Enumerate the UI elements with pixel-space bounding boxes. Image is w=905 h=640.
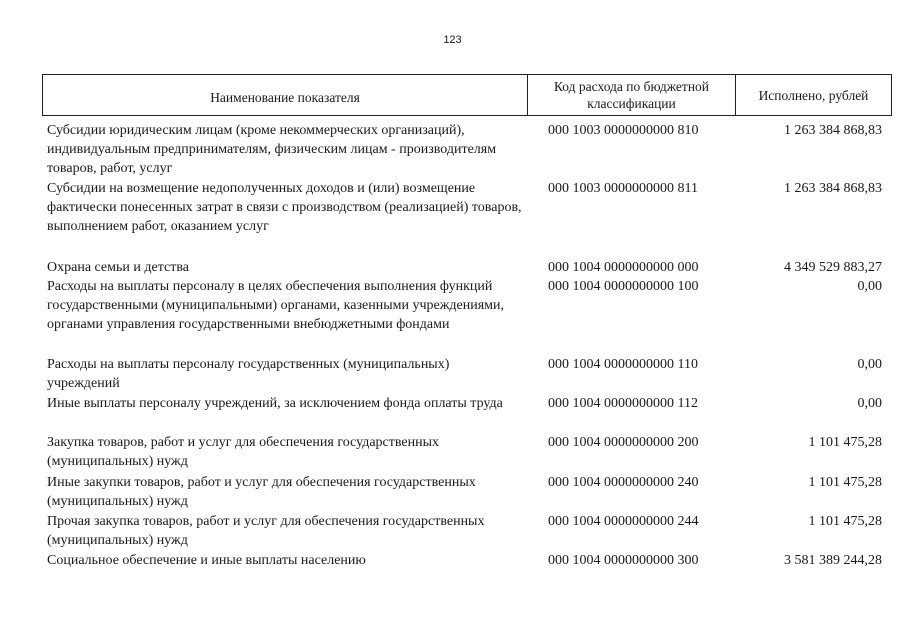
row-name: Расходы на выплаты персоналу в целях обеспечения выполнения функций государственными (муниципальными) органами, казенными учреждениями, органами управления государственными внебюджетными фондами <box>47 279 504 332</box>
row-code: 000 1003 0000000000 811 <box>548 181 698 196</box>
row-amount: 0,00 <box>857 279 882 294</box>
row-amount: 0,00 <box>857 357 882 372</box>
row-name: Социальное обеспечение и иные выплаты населению <box>47 553 366 568</box>
row-name: Прочая закупка товаров, работ и услуг для обеспечения государственных (муниципальных) нужд <box>47 514 485 548</box>
row-amount: 1 263 384 868,83 <box>784 123 882 138</box>
row-code: 000 1003 0000000000 810 <box>548 123 699 138</box>
row-name: Субсидии на возмещение недополученных доходов и (или) возмещение фактически понесенных затрат в связи с производством (реализацией) товаров, выполнением работ, оказанием услуг <box>47 181 522 234</box>
row-amount: 0,00 <box>857 396 882 411</box>
row-code: 000 1004 0000000000 112 <box>548 396 698 411</box>
row-name: Иные закупки товаров, работ и услуг для обеспечения государственных (муниципальных) нужд <box>47 475 476 509</box>
row-amount: 4 349 529 883,27 <box>784 260 882 275</box>
header-indicator-name: Наименование показателя <box>43 75 528 115</box>
page-number: 123 <box>443 34 462 46</box>
row-amount: 1 101 475,28 <box>808 475 882 490</box>
header-executed-amount: Исполнено, рублей <box>758 87 869 103</box>
row-code: 000 1004 0000000000 000 <box>548 260 699 275</box>
row-code: 000 1004 0000000000 240 <box>548 475 699 490</box>
row-name: Субсидии юридическим лицам (кроме некоммерческих организаций), индивидуальным предпринимателям, физическим лицам - производителям товаров, работ, услуг <box>47 123 497 176</box>
row-code: 000 1004 0000000000 110 <box>548 357 698 372</box>
row-code: 000 1004 0000000000 100 <box>548 279 699 294</box>
row-name: Иные выплаты персоналу учреждений, за исключением фонда оплаты труда <box>47 396 503 411</box>
row-amount: 1 101 475,28 <box>808 514 882 529</box>
table-header <box>42 74 892 116</box>
row-name: Расходы на выплаты персоналу государственных (муниципальных) учреждений <box>47 357 450 391</box>
row-amount: 1 263 384 868,83 <box>784 181 882 196</box>
row-amount: 3 581 389 244,28 <box>784 553 882 568</box>
row-name: Закупка товаров, работ и услуг для обеспечения государственных (муниципальных) нужд <box>47 435 440 469</box>
row-code: 000 1004 0000000000 200 <box>548 435 699 450</box>
header-expense-code: Код расхода по бюджетной классификации <box>528 75 736 115</box>
row-code: 000 1004 0000000000 300 <box>548 553 699 568</box>
row-name: Охрана семьи и детства <box>47 260 189 275</box>
row-amount: 1 101 475,28 <box>808 435 882 450</box>
row-code: 000 1004 0000000000 244 <box>548 514 699 529</box>
